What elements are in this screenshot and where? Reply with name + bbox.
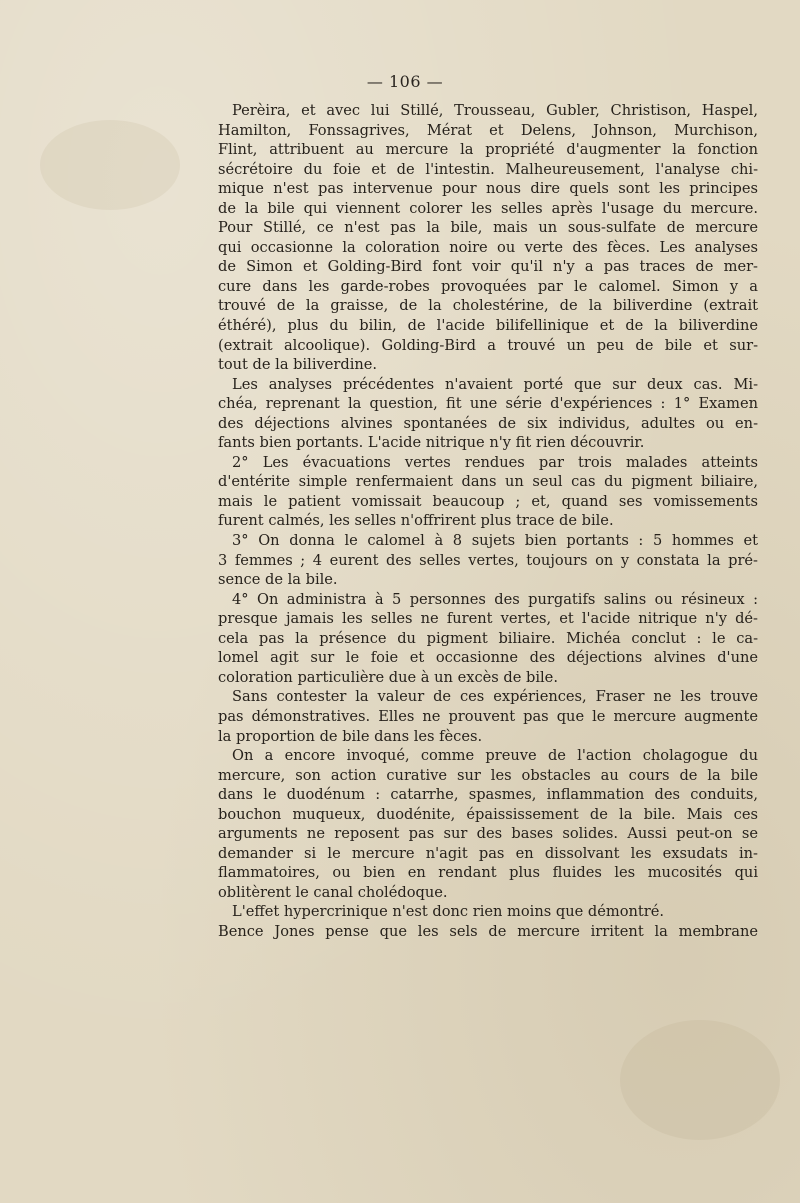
- text-line: 3 femmes ; 4 eurent des selles vertes, toujours on y constata la pré-: [218, 551, 758, 569]
- text-line: pas démonstratives. Elles ne prouvent pas que le mercure augmente: [218, 707, 758, 725]
- text-line: L'effet hypercrinique n'est donc rien moins que démontré.: [232, 903, 664, 921]
- text-line: tout de la biliverdine.: [218, 356, 378, 374]
- text-line: sécrétoire du foie et de l'intestin. Malheureusement, l'analyse chi-: [218, 160, 758, 178]
- text-line: flammatoires, ou bien en rendant plus fluides les mucosités qui: [218, 864, 758, 882]
- text-line: (extrait alcoolique). Golding-Bird a trouvé un peu de bile et sur-: [218, 336, 758, 354]
- text-line: coloration particulière due à un excès de bile.: [218, 668, 558, 686]
- text-line: cela pas la présence du pigment biliaire. Michéa conclut : le ca-: [218, 629, 758, 647]
- text-line: Hamilton, Fonssagrives, Mérat et Delens, Johnson, Murchison,: [218, 121, 758, 139]
- text-line: qui occasionne la coloration noire ou verte des fèces. Les analyses: [218, 238, 758, 256]
- paragraph: [218, 902, 758, 941]
- text-line: 2° Les évacuations vertes rendues par trois malades atteints: [232, 453, 758, 471]
- text-line: de Simon et Golding-Bird font voir qu'il n'y a pas traces de mer-: [218, 258, 758, 276]
- text-line: arguments ne reposent pas sur des bases solides. Aussi peut-on se: [218, 825, 758, 843]
- text-line: cure dans les garde-robes provoquées par le calomel. Simon y a: [218, 277, 758, 295]
- text-line: bouchon muqueux, duodénite, épaississement de la bile. Mais ces: [218, 805, 758, 823]
- text-line: mique n'est pas intervenue pour nous dire quels sont les principes: [218, 180, 758, 198]
- text-line: mais le patient vomissait beaucoup ; et, quand ses vomissements: [218, 492, 758, 510]
- text-line: trouvé de la graisse, de la cholestérine, de la biliverdine (extrait: [218, 297, 758, 315]
- paper-stain: [620, 1020, 780, 1140]
- text-line: la proportion de bile dans les fèces.: [218, 727, 483, 745]
- text-line: fants bien portants. L'acide nitrique n'y fit rien découvrir.: [218, 434, 645, 452]
- text-line: chéa, reprenant la question, fit une série d'expériences : 1° Examen: [218, 395, 758, 413]
- text-line: furent calmés, les selles n'offrirent plus trace de bile.: [218, 512, 614, 530]
- text-line: demander si le mercure n'agit pas en dissolvant les exsudats in-: [218, 844, 758, 862]
- text-line: des déjections alvines spontanées de six individus, adultes ou en-: [218, 414, 758, 432]
- text-line: d'entérite simple renfermaient dans un seul cas du pigment biliaire,: [218, 473, 758, 491]
- paragraph: [218, 746, 758, 902]
- paragraph: [218, 101, 758, 375]
- text-line: Pour Stillé, ce n'est pas la bile, mais un sous-sulfate de mercure: [218, 219, 758, 237]
- text-line: lomel agit sur le foie et occasionne des déjections alvines d'une: [218, 649, 758, 667]
- text-line: Flint, attribuent au mercure la propriété d'augmenter la fonction: [218, 141, 758, 159]
- text-line: sence de la bile.: [218, 571, 338, 589]
- text-line: éthéré), plus du bilin, de l'acide bilifellinique et de la biliverdine: [218, 317, 758, 335]
- text-line: dans le duodénum : catarrhe, spasmes, inflammation des conduits,: [218, 786, 758, 804]
- text-line: Les analyses précédentes n'avaient porté que sur deux cas. Mi-: [232, 375, 758, 393]
- paragraph: [218, 687, 758, 746]
- body-text: [218, 101, 758, 942]
- page-number: — 106 —: [366, 72, 444, 91]
- text-line: mercure, son action curative sur les obstacles au cours de la bile: [218, 766, 758, 784]
- text-line: de la bile qui viennent colorer les selles après l'usage du mercure.: [218, 199, 758, 217]
- text-line: 3° On donna le calomel à 8 sujets bien portants : 5 hommes et: [232, 532, 758, 550]
- paper-stain: [40, 120, 180, 210]
- paragraph: [218, 375, 758, 688]
- text-line: oblitèrent le canal cholédoque.: [218, 883, 448, 901]
- text-line: Perèira, et avec lui Stillé, Trousseau, Gubler, Christison, Haspel,: [232, 102, 758, 119]
- text-line: On a encore invoqué, comme preuve de l'action cholagogue du: [232, 747, 758, 765]
- text-line: 4° On administra à 5 personnes des purgatifs salins ou résineux :: [232, 590, 758, 608]
- text-line: presque jamais les selles ne furent vertes, et l'acide nitrique n'y dé-: [218, 610, 758, 628]
- text-line: Bence Jones pense que les sels de mercure irritent la membrane: [218, 922, 758, 940]
- text-line: Sans contester la valeur de ces expériences, Fraser ne les trouve: [232, 688, 758, 706]
